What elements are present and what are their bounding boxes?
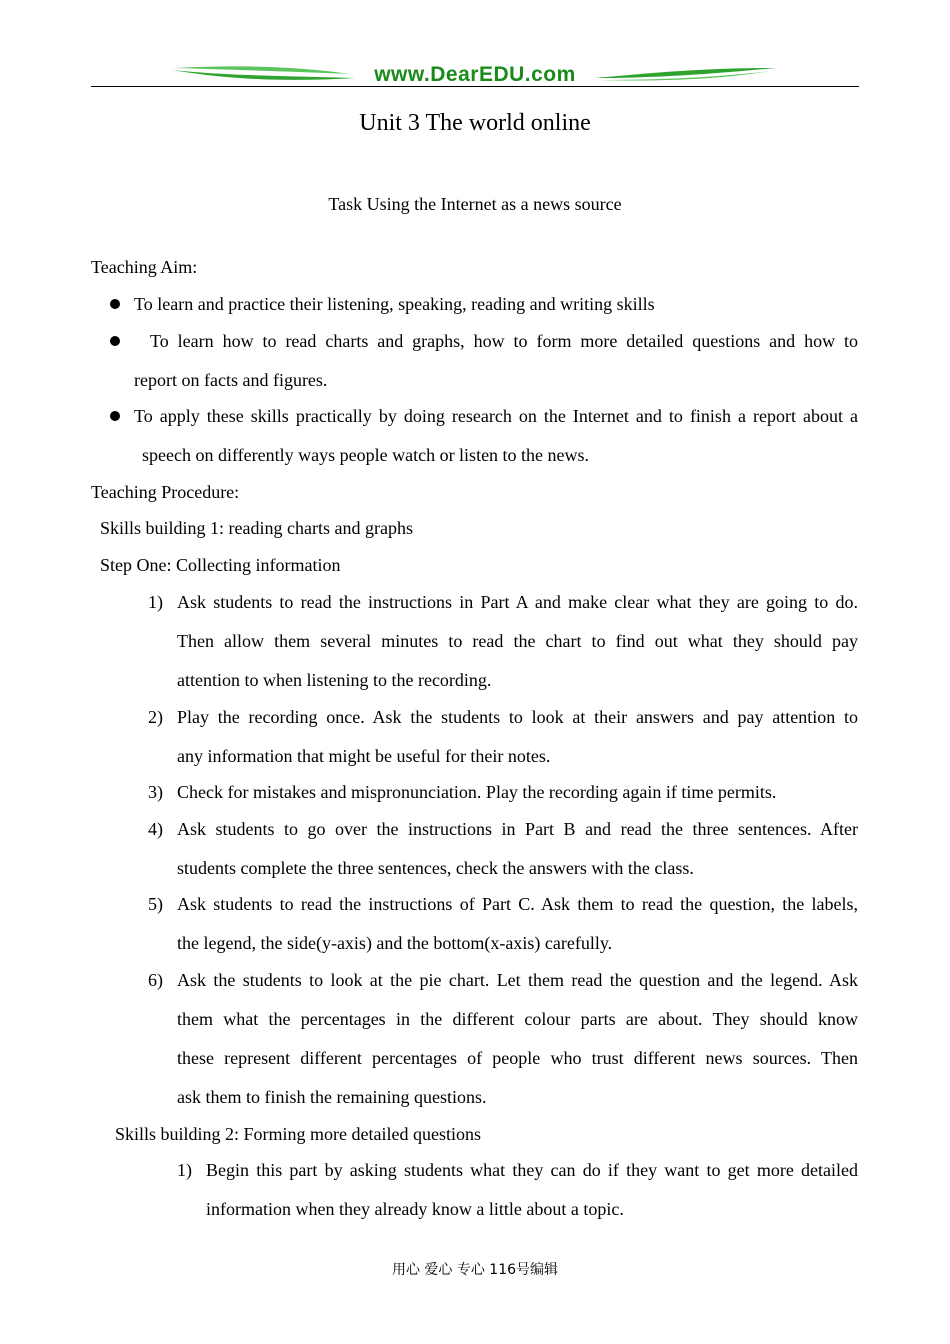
page-footer: 用心 爱心 专心 116号编辑 (391, 1262, 559, 1278)
step-one-heading: Step One: Collecting information (100, 555, 341, 575)
page-subtitle: Task Using the Internet as a news source (328, 194, 622, 214)
header-logo (170, 62, 780, 88)
item-number: 4) (148, 819, 163, 839)
header-rule (91, 86, 859, 87)
item-5-line-2: the legend, the side(y-axis) and the bottom(x-axis) carefully. (177, 933, 613, 953)
aim-bullet-3-line-2: speech on differently ways people watch or listen to the news. (142, 445, 590, 465)
bullet-dot-icon (110, 336, 120, 346)
bullet-dot-icon (110, 299, 120, 309)
item-4-line-2: students complete the three sentences, check the answers with the class. (177, 858, 694, 878)
item-3-line-1: Check for mistakes and mispronunciation. Play the recording again if time permits. (177, 782, 777, 802)
item-6-line-3: these represent different percentages of people who trust different news sources. Then (177, 1048, 858, 1068)
skills-building-1-heading: Skills building 1: reading charts and graphs (100, 518, 413, 538)
item-5-line-1: Ask students to read the instructions of Part C. Ask them to read the question, the labels, (177, 894, 858, 914)
item-1-line-3: attention to when listening to the recording. (177, 670, 492, 690)
item-number: 2) (148, 707, 163, 727)
teaching-aim-heading: Teaching Aim: (91, 257, 198, 277)
item-number: 6) (148, 970, 163, 990)
aim-bullet-1-line-1: To learn and practice their listening, speaking, reading and writing skills (134, 294, 655, 314)
item-2-line-2: any information that might be useful for their notes. (177, 746, 551, 766)
aim-bullet-2-line-2: report on facts and figures. (134, 370, 328, 390)
item-number: 1) (177, 1160, 192, 1180)
aim-bullet-3-line-1: To apply these skills practically by doing research on the Internet and to finish a report about a (134, 406, 858, 426)
aim-bullet-2-line-1: To learn how to read charts and graphs, how to form more detailed questions and how to (150, 331, 858, 351)
skills2-item-1-line-1: Begin this part by asking students what they can do if they want to get more detailed (206, 1160, 858, 1180)
item-4-line-1: Ask students to go over the instructions in Part B and read the three sentences. After (177, 819, 858, 839)
item-number: 1) (148, 592, 163, 612)
item-6-line-1: Ask the students to look at the pie chart. Let them read the question and the legend. Ask (177, 970, 858, 990)
procedure-heading: Teaching Procedure: (91, 482, 240, 502)
item-1-line-2: Then allow them several minutes to read the chart to find out what they should pay (177, 631, 858, 651)
skills-building-2-heading: Skills building 2: Forming more detailed questions (115, 1124, 481, 1144)
page-title: Unit 3 The world online (359, 110, 591, 136)
item-2-line-1: Play the recording once. Ask the students to look at their answers and pay attention to (177, 707, 858, 727)
bullet-dot-icon (110, 411, 120, 421)
item-number: 5) (148, 894, 163, 914)
item-1-line-1: Ask students to read the instructions in Part A and make clear what they are going to do. (177, 592, 858, 612)
item-number: 3) (148, 782, 163, 802)
skills2-item-1-line-2: information when they already know a little about a topic. (206, 1199, 624, 1219)
logo-text: www.DearEDU.com (374, 63, 576, 86)
item-6-line-2: them what the percentages in the different colour parts are about. They should know (177, 1009, 858, 1029)
item-6-line-4: ask them to finish the remaining questions. (177, 1087, 487, 1107)
